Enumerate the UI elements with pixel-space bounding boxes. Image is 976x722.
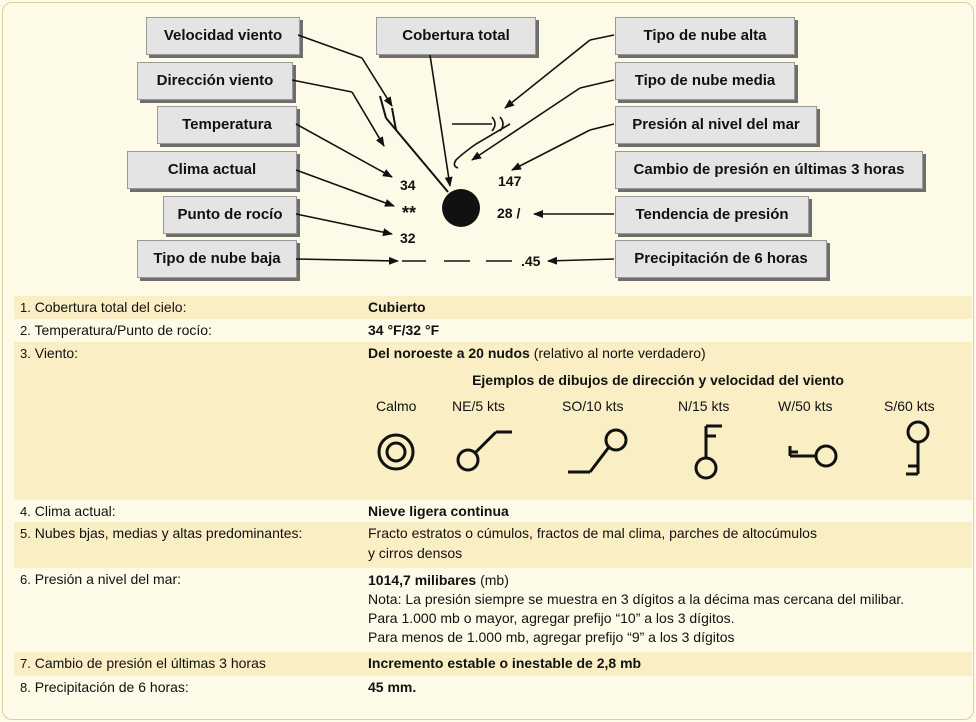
n-15kts-symbol-icon [696, 426, 722, 478]
label-velocidad-viento: Velocidad viento [146, 17, 300, 55]
so-10kts-symbol-icon [568, 430, 626, 472]
wind-label-so: SO/10 kts [562, 398, 624, 414]
table-row: 6. Presión a nivel del mar: 1014,7 milibares (mb) Nota: La presión siempre se muestra en 3 dígitos a la décima mas cercana del milibar. Para 1.000 mb o mayor, agregar prefijo “10” a los 3 dígitos. Para menos de 1.000 mb, agregar prefijo “9” a los 3 dígitos [20, 571, 905, 645]
label-cobertura-total: Cobertura total [376, 17, 536, 55]
station-model-diagram [0, 0, 976, 300]
label-cambio-presion: Cambio de presión en últimas 3 horas [615, 151, 923, 189]
table-row: 1. Cobertura total del cielo: Cubierto [14, 296, 972, 319]
label-tipo-nube-media: Tipo de nube media [615, 62, 795, 100]
w-50kts-symbol-icon [790, 446, 836, 466]
wind-label-calmo: Calmo [376, 398, 417, 414]
table-row: 7. Cambio de presión el últimas 3 horas Incremento estable o inestable de 2,8 mb [14, 652, 972, 676]
wind-symbols [352, 370, 964, 496]
s-60kts-symbol-icon [906, 422, 928, 474]
station-precip: .45 [521, 253, 541, 269]
table-row: 3. Viento: Del noroeste a 20 nudos (relativo al norte verdadero) [14, 342, 972, 500]
wind-label-n: N/15 kts [678, 398, 730, 414]
wind-label-s: S/60 kts [884, 398, 935, 414]
table-row: 8. Precipitación de 6 horas: 45 mm. [20, 679, 417, 695]
label-punto-rocio: Punto de rocío [163, 196, 297, 234]
station-tendency: 28 / [497, 205, 521, 221]
wind-label-w: W/50 kts [778, 398, 833, 414]
station-dew: 32 [400, 230, 416, 246]
label-temperatura: Temperatura [157, 106, 297, 144]
wind-examples-title: Ejemplos de dibujos de dirección y velocidad del viento [472, 372, 844, 388]
label-tendencia-presion: Tendencia de presión [615, 196, 809, 234]
label-precipitacion: Precipitación de 6 horas [615, 240, 827, 278]
wind-examples-panel [352, 370, 964, 496]
label-tipo-nube-alta: Tipo de nube alta [615, 17, 795, 55]
station-weather: ** [402, 203, 417, 223]
station-pressure: 147 [498, 173, 522, 189]
table-row: 5. Nubes bjas, medias y altas predominantes: Fracto estratos o cúmulos, fractos de mal clima, parches de altocúmulos y cirros densos [14, 522, 972, 568]
label-direccion-viento: Dirección viento [137, 62, 293, 100]
label-clima-actual: Clima actual [127, 151, 297, 189]
label-presion-nivel-mar: Presión al nivel del mar [615, 106, 817, 144]
leader-velocidad [298, 35, 362, 58]
label-tipo-nube-baja: Tipo de nube baja [137, 240, 297, 278]
table-row: 2. Temperatura/Punto de rocío: 34 °F/32 °F [20, 322, 440, 338]
calm-symbol-icon [379, 435, 413, 469]
ne-5kts-symbol-icon [458, 432, 512, 470]
wind-label-ne: NE/5 kts [452, 398, 505, 414]
table-row: 4. Clima actual: Nieve ligera continua [20, 503, 509, 519]
station-temp: 34 [400, 177, 416, 193]
cloud-cover-circle [442, 189, 480, 227]
